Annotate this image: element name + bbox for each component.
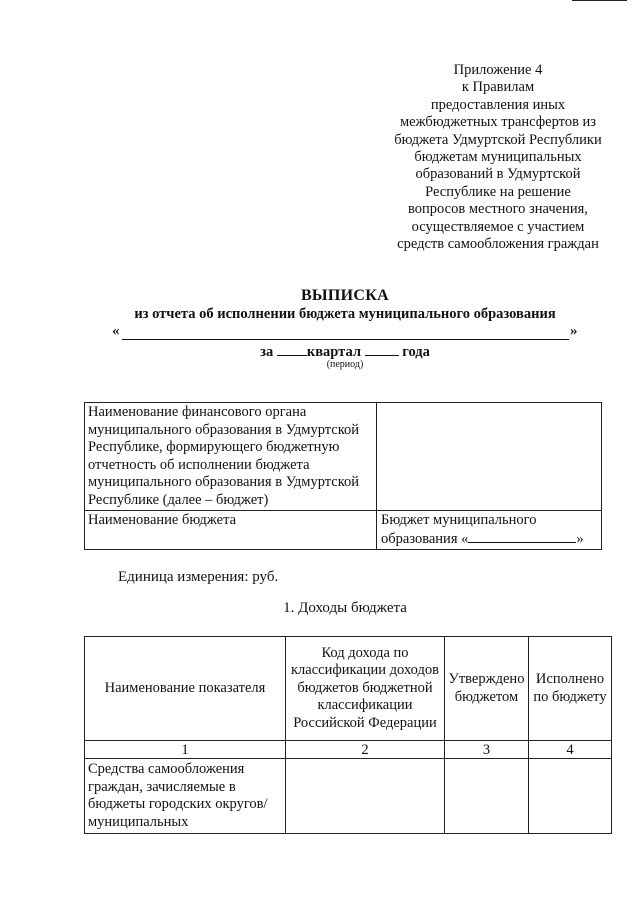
section-title: 1. Доходы бюджета: [283, 600, 407, 616]
table-row: [85, 403, 602, 511]
document-title: ВЫПИСКА: [300, 287, 390, 304]
financial-body-label: Наименование финансового органа муниципального образования в Удмуртской Республике, формирующего бюджетную отчетность об исполнении бюджета муниципального образования в Удмуртской Республике (далее – бюджет): [85, 403, 377, 511]
quote-close: »: [570, 323, 578, 339]
appendix-line: средств самообложения граждан: [397, 236, 599, 253]
info-table: [84, 402, 602, 550]
budget-name-blank[interactable]: [468, 530, 576, 543]
appendix-line: бюджета Удмуртской Республики: [394, 131, 602, 148]
financial-body-value[interactable]: [377, 403, 602, 511]
income-table: [84, 636, 612, 834]
header-income-code: Код дохода по классификации доходов бюджетов бюджетной классификации Российской Федерации: [286, 637, 445, 741]
row-approved[interactable]: [445, 759, 529, 834]
appendix-line: бюджетам муниципальных: [414, 149, 582, 166]
table-row: [85, 511, 602, 550]
period-kvartal: квартал: [306, 344, 361, 360]
header-executed: Исполнено по бюджету: [529, 637, 612, 741]
appendix-block: [378, 62, 618, 253]
column-number: 2: [286, 741, 445, 759]
document-subtitle: из отчета об исполнении бюджета муниципального образования: [134, 306, 556, 322]
budget-name-label: Наименование бюджета: [85, 511, 377, 550]
header-approved: Утверждено бюджетом: [445, 637, 529, 741]
row-indicator-name: Средства самообложения граждан, зачисляемые в бюджеты городских округов/муниципальных: [85, 759, 286, 834]
period-hint: (период): [326, 359, 364, 370]
column-number: 1: [85, 741, 286, 759]
period-za: за: [260, 344, 274, 360]
header-row: [85, 637, 612, 741]
top-rule: [572, 0, 627, 1]
municipality-name-blank[interactable]: [122, 339, 569, 340]
column-number: 3: [445, 741, 529, 759]
budget-name-value[interactable]: [377, 511, 602, 550]
appendix-line: образований в Удмуртской: [415, 166, 581, 183]
budget-name-suffix: »: [576, 530, 584, 547]
row-income-code[interactable]: [286, 759, 445, 834]
column-number-row: [85, 741, 612, 759]
appendix-line: осуществляемое с участием: [411, 218, 585, 235]
year-blank[interactable]: [365, 343, 399, 356]
appendix-line: предоставления иных: [430, 96, 566, 113]
appendix-line: вопросов местного значения,: [408, 201, 588, 218]
appendix-line: к Правилам: [461, 79, 535, 96]
row-executed[interactable]: [529, 759, 612, 834]
appendix-line: межбюджетных трансфертов из: [399, 114, 597, 131]
table-row: [85, 759, 612, 834]
appendix-line: Республике на решение: [425, 183, 571, 200]
budget-name-prefix: Бюджет муниципального образования «: [381, 512, 537, 547]
quote-open: «: [112, 323, 120, 339]
unit-of-measure: Единица измерения: руб.: [118, 569, 279, 585]
column-number: 4: [529, 741, 612, 759]
quarter-blank[interactable]: [277, 343, 307, 356]
header-indicator-name: Наименование показателя: [85, 637, 286, 741]
appendix-line: Приложение 4: [453, 62, 543, 78]
period-goda: года: [402, 344, 430, 360]
